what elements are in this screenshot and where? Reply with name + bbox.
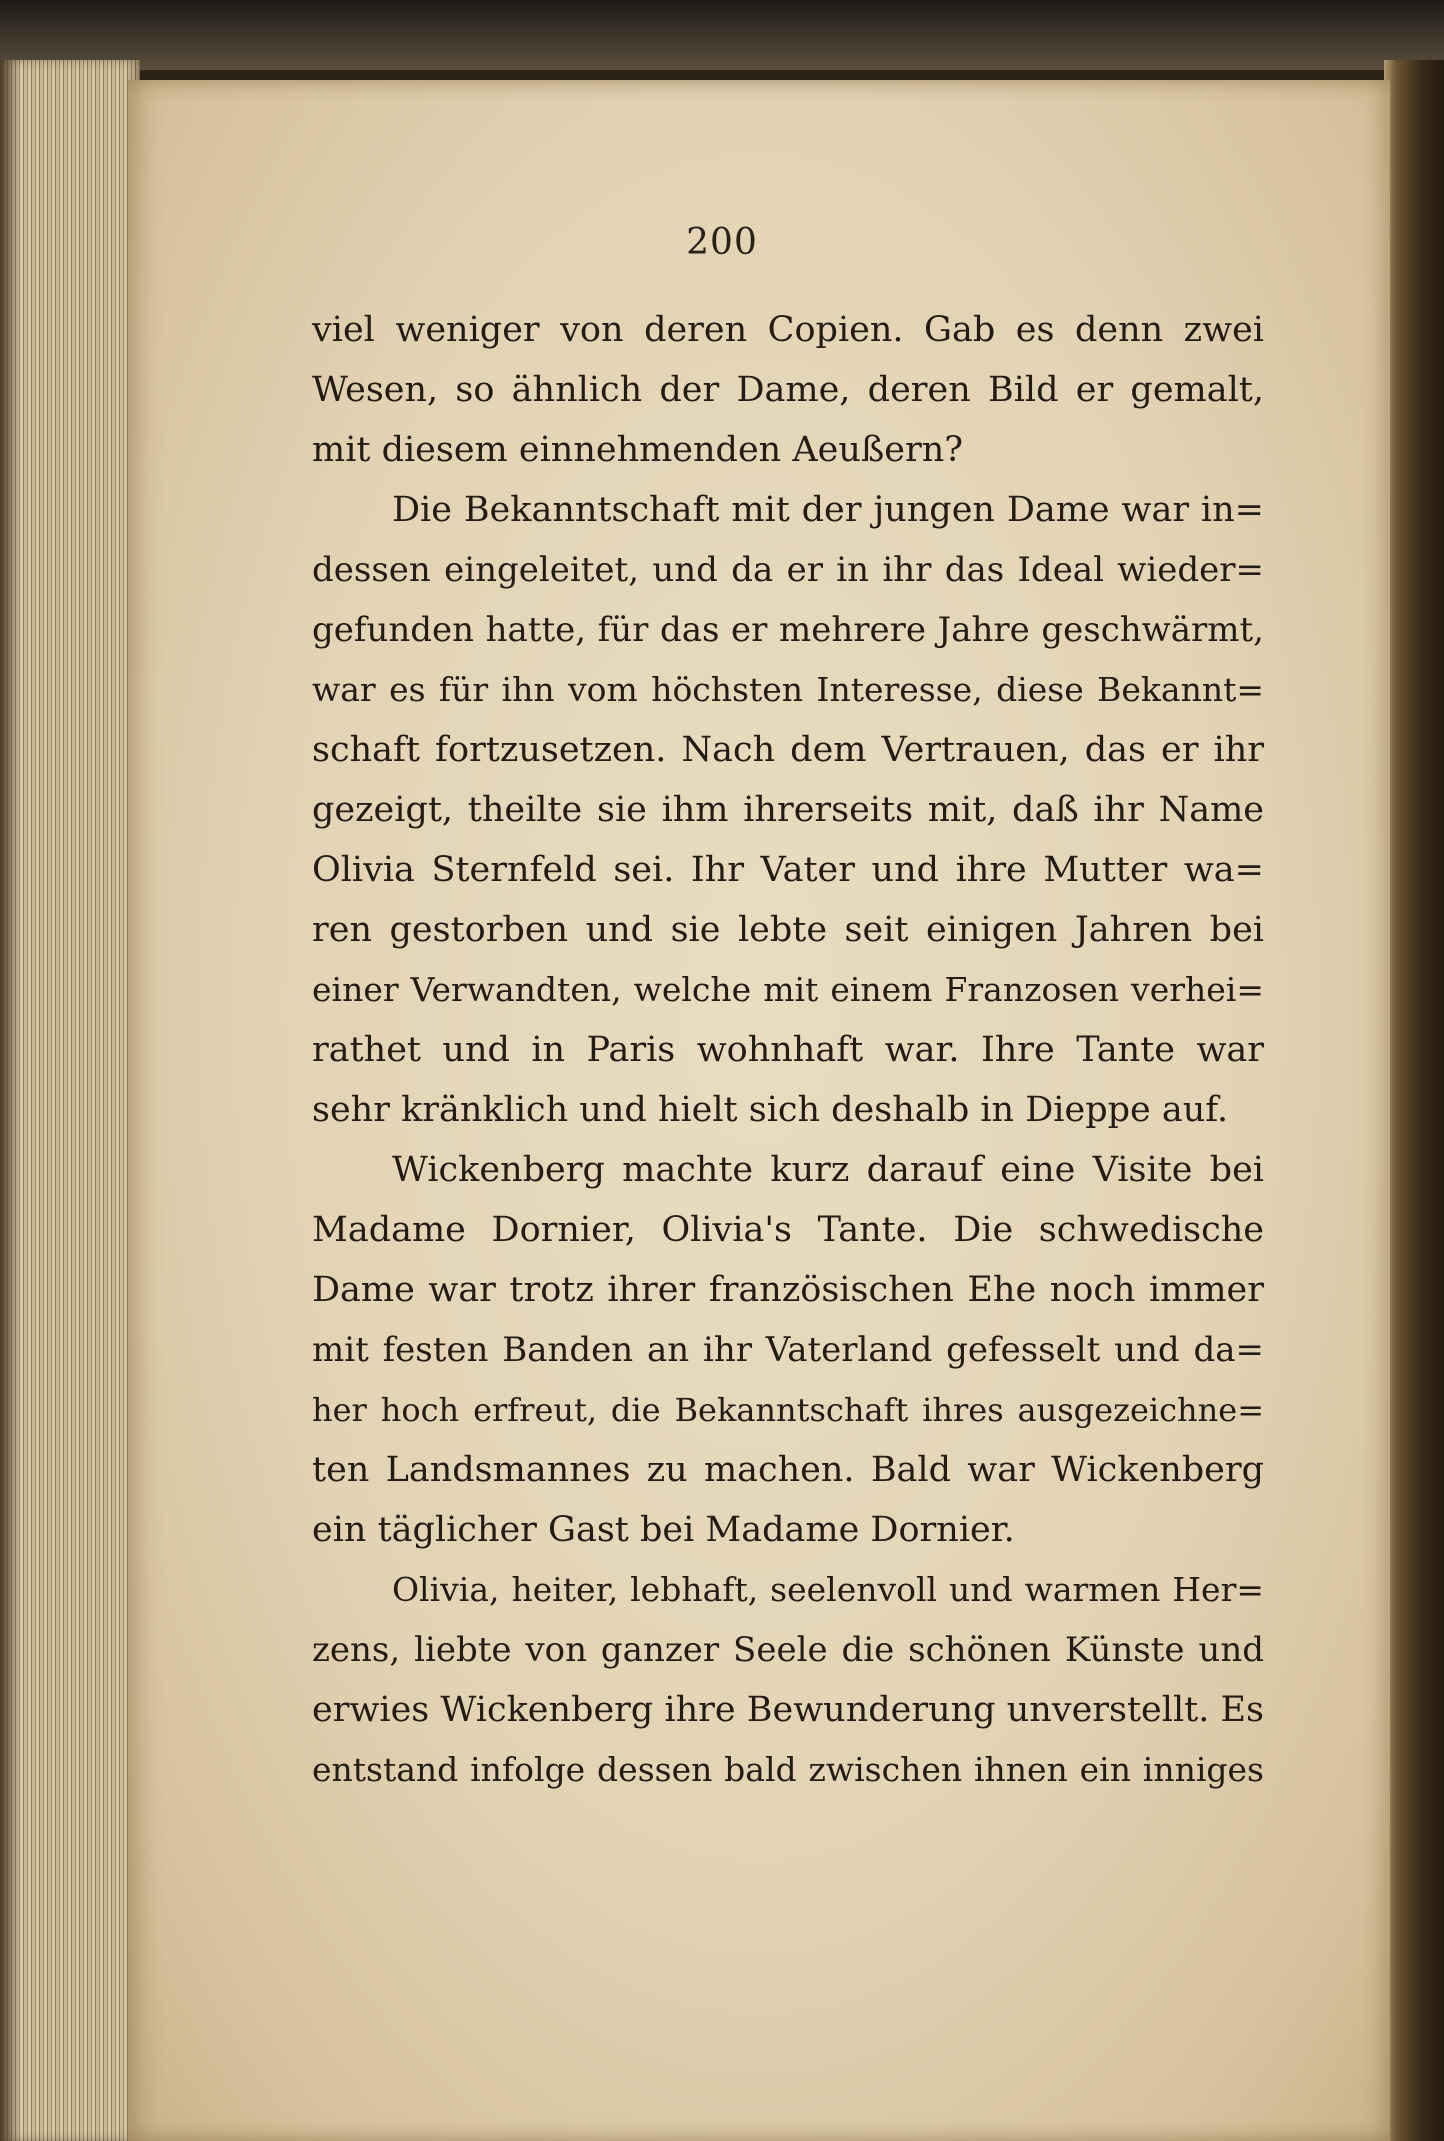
- text-line-23: zens, liebte von ganzer Seele die schönen Künste und: [312, 1630, 1264, 1670]
- text-line-12: einer Verwandten, welche mit einem Franzosen verhei=: [312, 970, 1264, 1009]
- text-line-3: mit diesem einnehmenden Aeußern?: [312, 430, 964, 470]
- text-line-13: rathet und in Paris wohnhaft war. Ihre Tante war: [312, 1030, 1264, 1070]
- page-edges-shadow: [0, 60, 20, 2141]
- book-cover-top: [0, 0, 1444, 70]
- text-line-22: Olivia, heiter, lebhaft, seelenvoll und warmen Her=: [392, 1570, 1264, 1609]
- text-line-9: gezeigt, theilte sie ihm ihrerseits mit, daß ihr Name: [312, 790, 1264, 830]
- text-line-18: mit festen Banden an ihr Vaterland gefesselt und da=: [312, 1330, 1264, 1370]
- text-line-10: Olivia Sternfeld sei. Ihr Vater und ihre Mutter wa=: [312, 850, 1264, 890]
- text-line-20: ten Landsmannes zu machen. Bald war Wickenberg: [312, 1450, 1264, 1490]
- text-line-15: Wickenberg machte kurz darauf eine Visite bei: [392, 1150, 1264, 1190]
- text-line-19: her hoch erfreut, die Bekanntschaft ihres ausgezeichne=: [312, 1391, 1264, 1429]
- text-line-1: viel weniger von deren Copien. Gab es denn zwei: [312, 310, 1264, 350]
- text-line-25: entstand infolge dessen bald zwischen ihnen ein inniges: [312, 1750, 1264, 1789]
- text-line-11: ren gestorben und sie lebte seit einigen Jahren bei: [312, 910, 1264, 950]
- book-cover-right: [1384, 60, 1444, 2141]
- text-line-8: schaft fortzusetzen. Nach dem Vertrauen, das er ihr: [312, 730, 1264, 770]
- text-line-14: sehr kränklich und hielt sich deshalb in Dieppe auf.: [312, 1090, 1229, 1130]
- page-edges: [0, 60, 140, 2141]
- text-line-17: Dame war trotz ihrer französischen Ehe noch immer: [312, 1270, 1264, 1310]
- text-line-7: war es für ihn vom höchsten Interesse, diese Bekannt=: [312, 670, 1264, 709]
- text-line-21: ein täglicher Gast bei Madame Dornier.: [312, 1510, 1015, 1550]
- text-line-6: gefunden hatte, für das er mehrere Jahre geschwärmt,: [312, 610, 1264, 650]
- text-line-4: Die Bekanntschaft mit der jungen Dame war in=: [392, 490, 1264, 530]
- text-line-24: erwies Wickenberg ihre Bewunderung unverstellt. Es: [312, 1690, 1264, 1730]
- text-line-16: Madame Dornier, Olivia's Tante. Die schwedische: [312, 1210, 1264, 1250]
- page-number: 200: [686, 222, 758, 263]
- text-line-2: Wesen, so ähnlich der Dame, deren Bild er gemalt,: [312, 370, 1264, 410]
- text-line-5: dessen eingeleitet, und da er in ihr das Ideal wieder=: [312, 550, 1264, 590]
- body-text: [312, 300, 1264, 1800]
